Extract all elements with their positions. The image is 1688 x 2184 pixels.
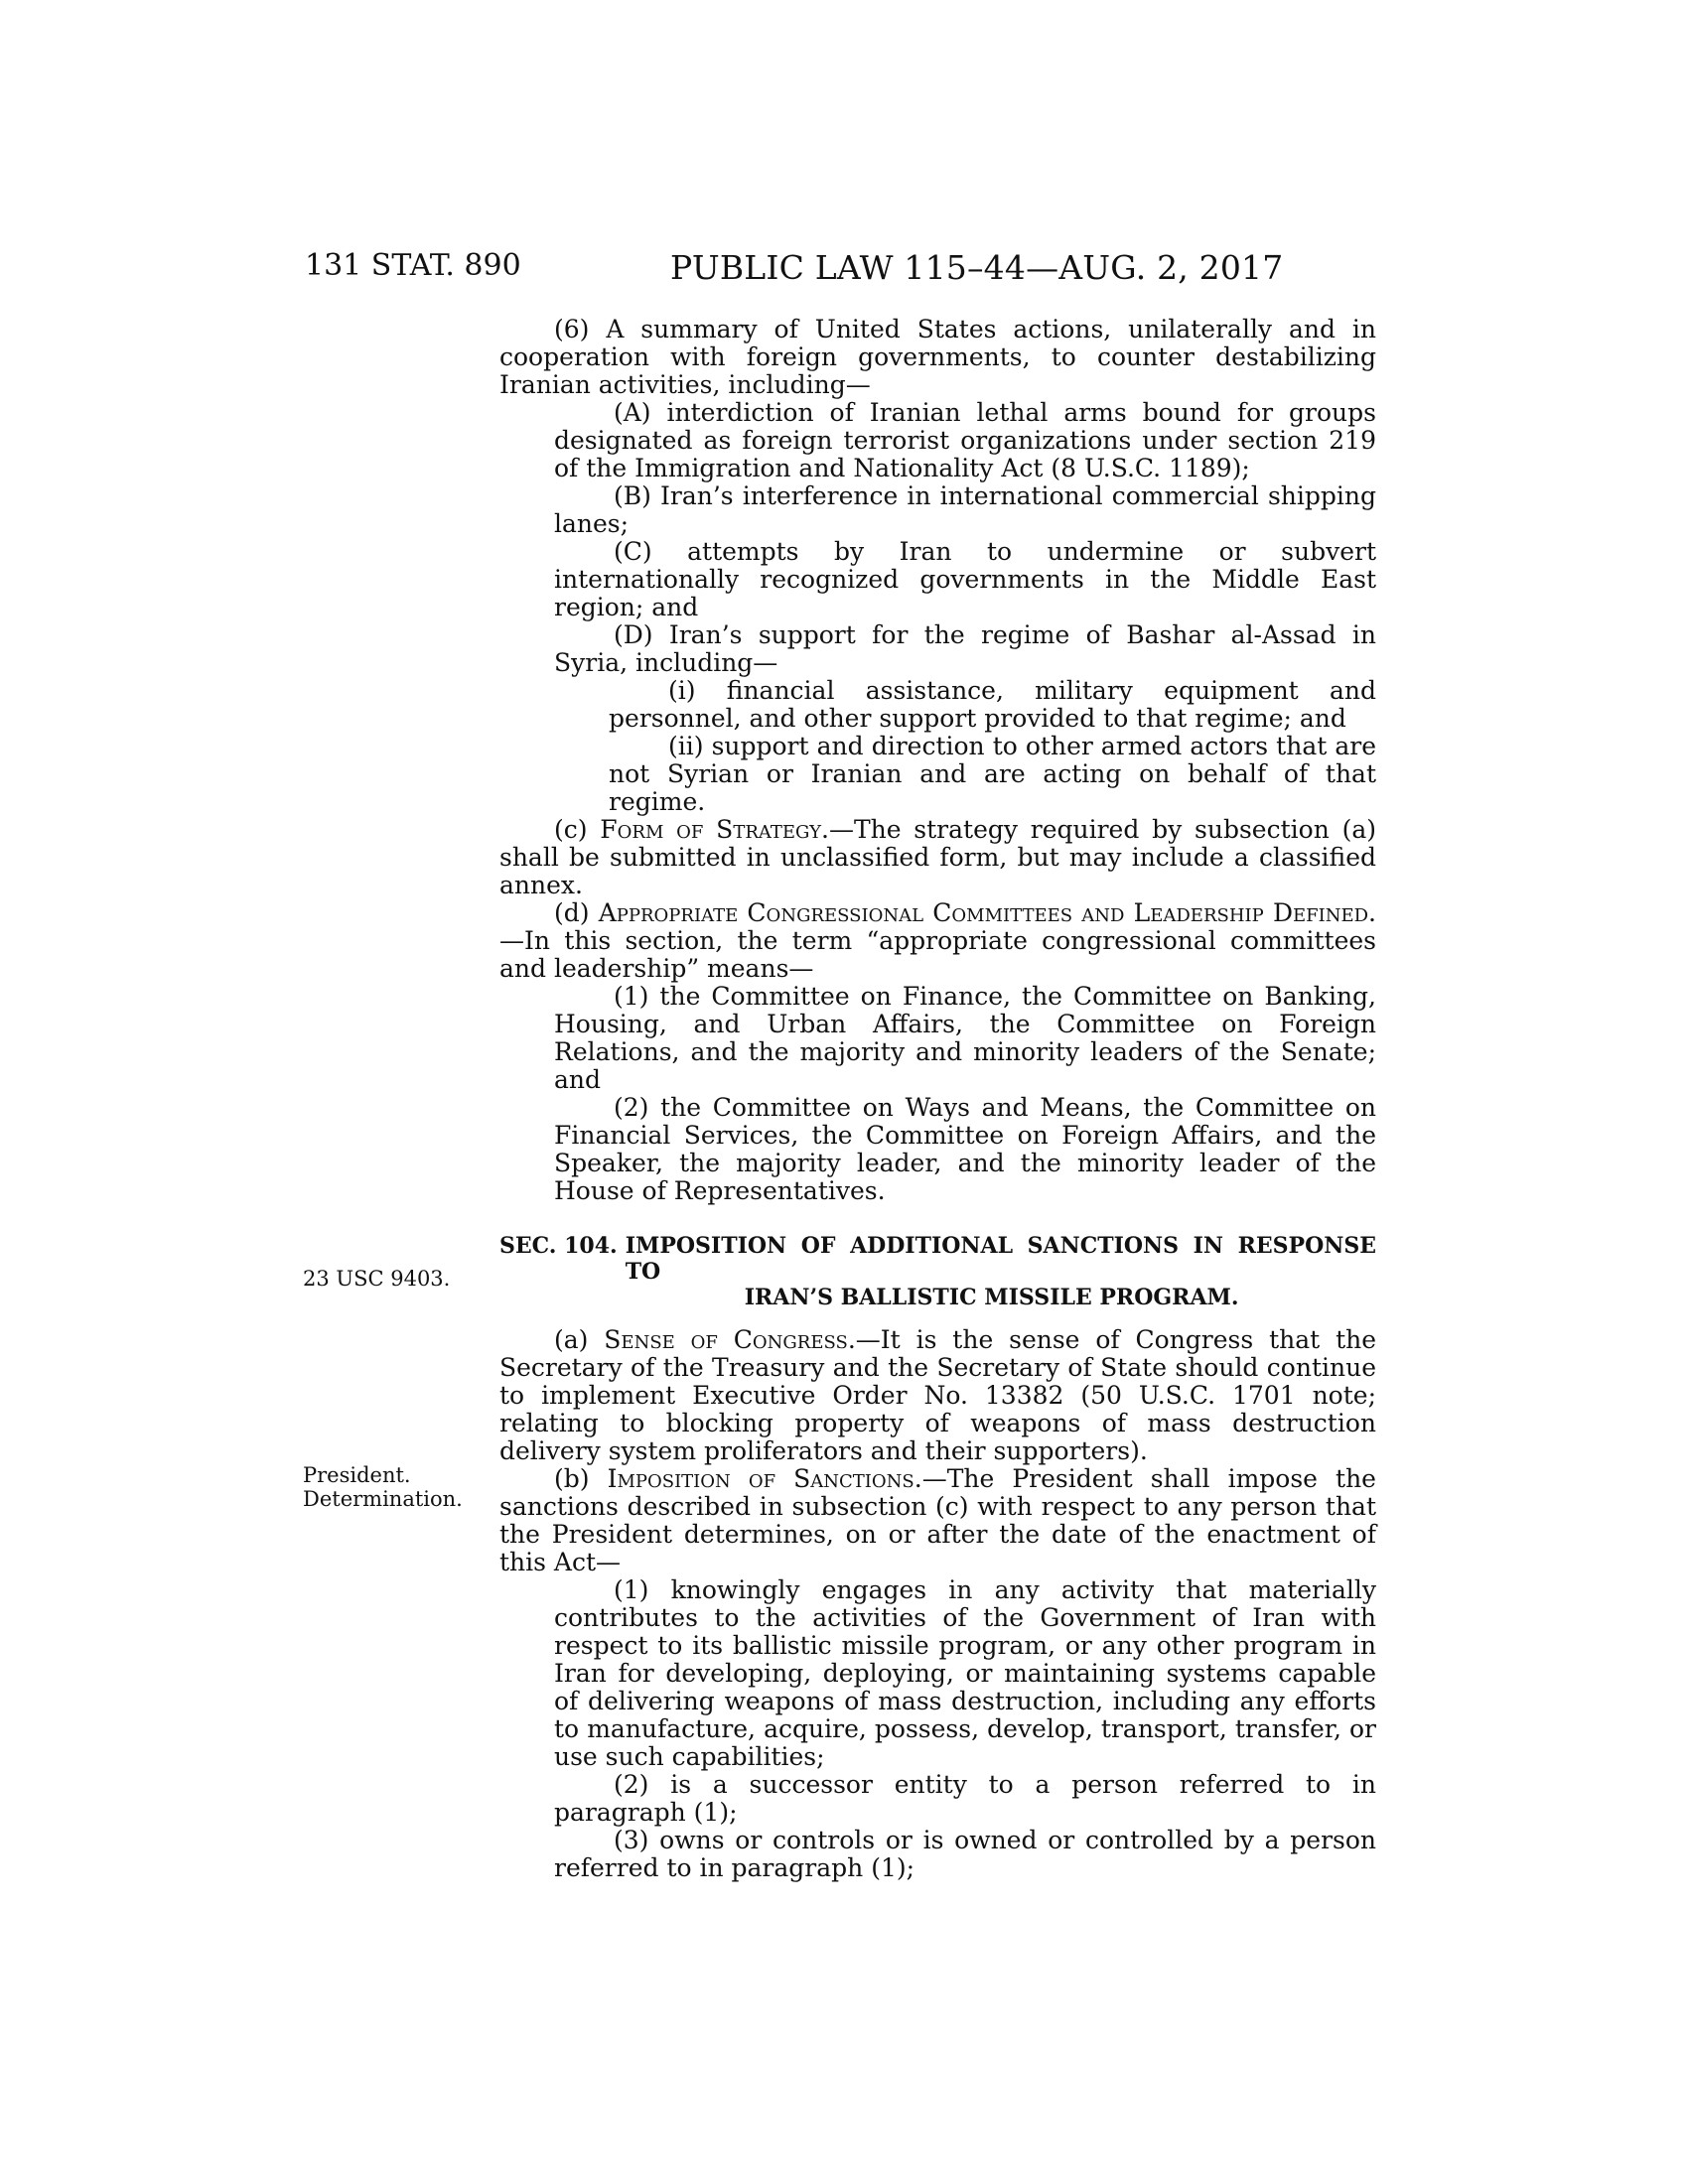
subsection-d-2: (2) the Committee on Ways and Means, the Committee on Financial Services, the Committee on Foreign Affairs, and the Speaker, the majority leader, and the minority leader of the House of Representatives.	[554, 1093, 1376, 1205]
subsection-b-2: (2) is a successor entity to a person referred to in paragraph (1);	[554, 1770, 1376, 1827]
section-heading	[499, 1233, 1376, 1310]
subsection-b-3: (3) owns or controls or is owned or controlled by a person referred to in paragraph (1);	[554, 1826, 1376, 1882]
margin-note-determination: Determination.	[303, 1487, 463, 1511]
subsection-b-heading: Imposition of Sanctions.	[607, 1464, 922, 1493]
subsection-d-1: (1) the Committee on Finance, the Committee on Banking, Housing, and Urban Affairs, the Committee on Foreign Relations, and the majority and minority leaders of the Senate; and	[554, 982, 1376, 1094]
paragraph-6-A: (A) interdiction of Iranian lethal arms bound for groups designated as foreign terrorist organizations under section 219 of the Immigration and Nationality Act (8 U.S.C. 1189);	[554, 398, 1376, 482]
subsection-a-heading: Sense of Congress.	[604, 1325, 856, 1354]
subsection-c-heading: Form of Strategy.	[600, 815, 829, 844]
section-title: IMPOSITION OF ADDITIONAL SANCTIONS IN RESPONSE TO IRAN’S BALLISTIC MISSILE PROGRAM.	[625, 1233, 1376, 1310]
document-body	[499, 316, 1376, 1882]
section-number: SEC. 104.	[499, 1233, 618, 1259]
paragraph-6-C: (C) attempts by Iran to undermine or subvert internationally recognized governments in the Middle East region; and	[554, 537, 1376, 621]
public-law-title: PUBLIC LAW 115–44—AUG. 2, 2017	[670, 248, 1284, 287]
subsection-b: (b) Imposition of Sanctions.—The President shall impose the sanctions described in subsection (c) with respect to any person that the President determines, on or after the date of the enactment of this Act—	[499, 1464, 1376, 1576]
subsection-d: (d) Appropriate Congressional Committees and Leadership Defined.—In this section, the term “appropriate congressional committees and leadership” means—	[499, 898, 1376, 983]
paragraph-6-B: (B) Iran’s interference in international commercial shipping lanes;	[554, 481, 1376, 538]
page-header	[0, 248, 1688, 288]
margin-note-president: President.	[303, 1463, 411, 1487]
subsection-a: (a) Sense of Congress.—It is the sense of Congress that the Secretary of the Treasury and the Secretary of State should continue to implement Executive Order No. 13382 (50 U.S.C. 1701 note; relating to blocking property of weapons of mass destruction delivery system proliferators and their supporters).	[499, 1325, 1377, 1465]
subsection-c: (c) Form of Strategy.—The strategy required by subsection (a) shall be submitted in unclassified form, but may include a classified annex.	[499, 815, 1376, 899]
paragraph-6-D-ii: (ii) support and direction to other armed actors that are not Syrian or Iranian and are acting on behalf of that regime.	[609, 732, 1376, 816]
statute-page-number: 131 STAT. 890	[305, 248, 521, 283]
paragraph-6: (6) A summary of United States actions, unilaterally and in cooperation with foreign governments, to counter destabilizing Iranian activities, including—	[499, 315, 1376, 399]
margin-note-usc: 23 USC 9403.	[303, 1267, 451, 1291]
paragraph-6-D: (D) Iran’s support for the regime of Bashar al-Assad in Syria, including—	[554, 620, 1376, 677]
paragraph-6-D-i: (i) financial assistance, military equipment and personnel, and other support provided to that regime; and	[609, 676, 1376, 733]
subsection-d-heading: Appropriate Congressional Committees and Leadership Defined.	[598, 898, 1376, 927]
subsection-b-1: (1) knowingly engages in any activity that materially contributes to the activities of the Government of Iran with respect to its ballistic missile program, or any other program in Iran for developing, deploying, or maintaining systems capable of delivering weapons of mass destruction, including any efforts to manufacture, acquire, possess, develop, transport, transfer, or use such capabilities;	[554, 1575, 1376, 1771]
